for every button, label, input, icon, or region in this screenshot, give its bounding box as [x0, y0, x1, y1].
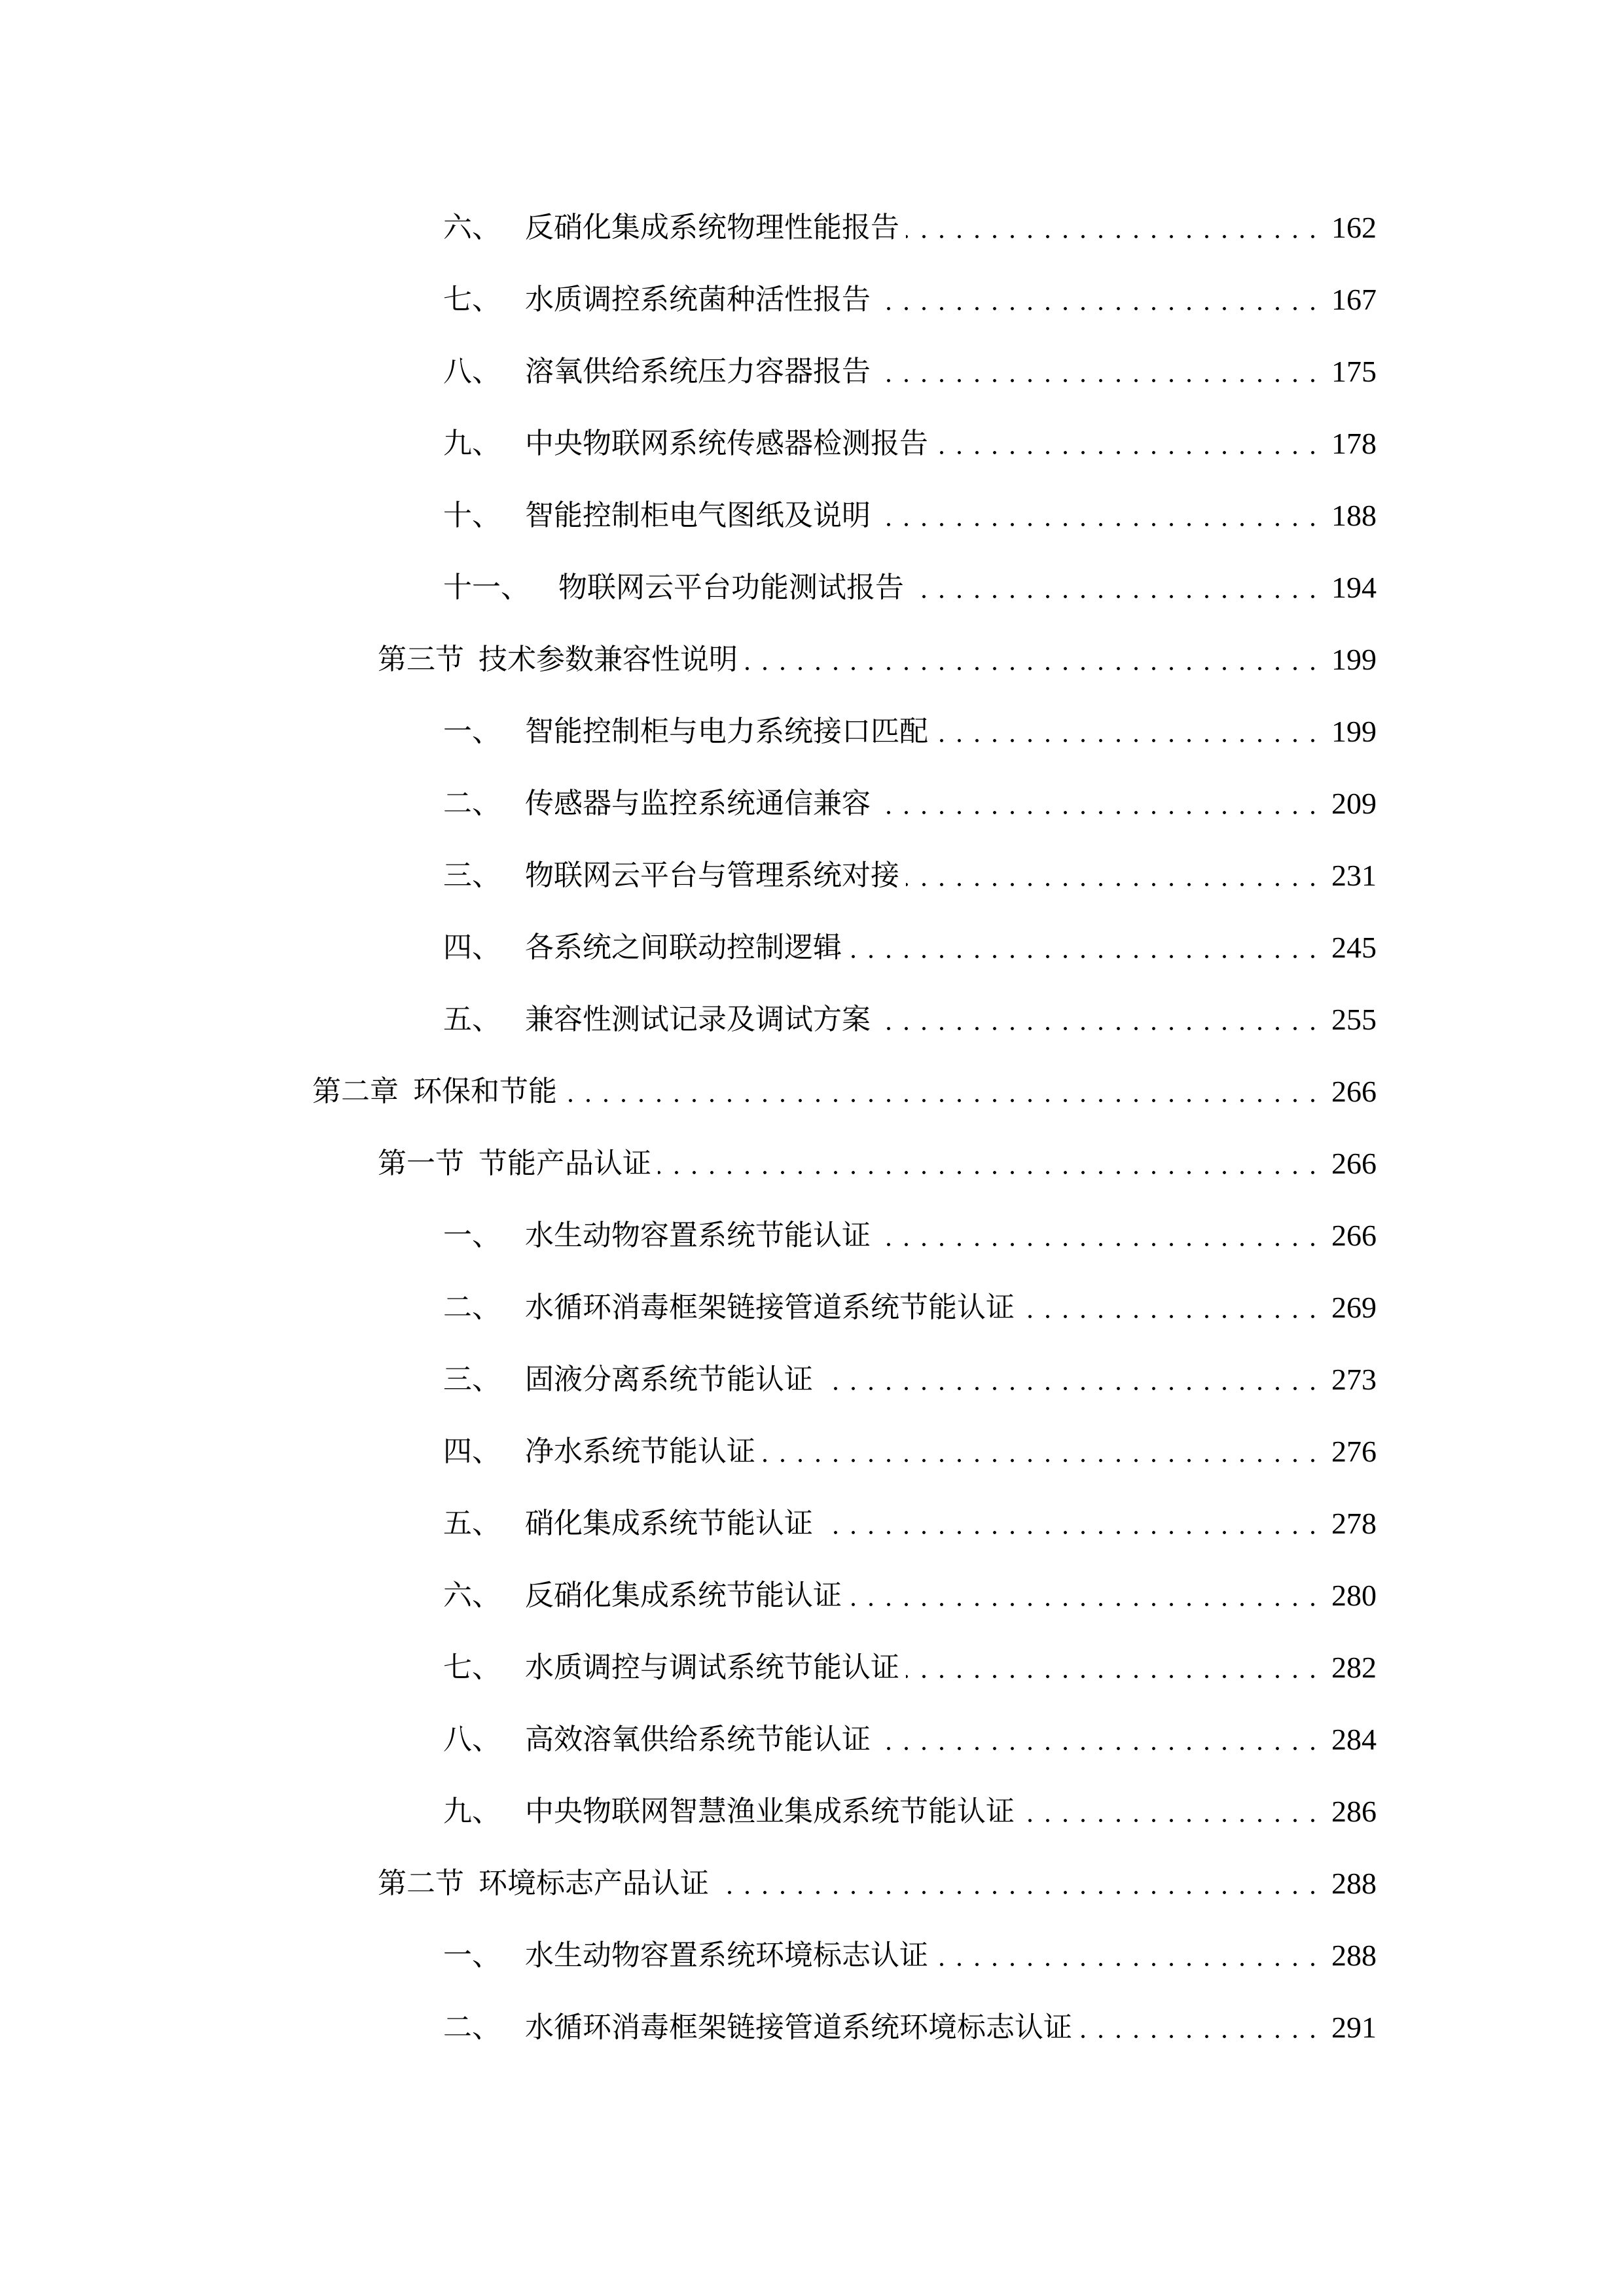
toc-entry-number: 九、: [443, 1795, 501, 1828]
dot-leader: [877, 1200, 1322, 1272]
dot-leader: [762, 1416, 1322, 1488]
toc-entry-number: 三、: [443, 859, 501, 892]
toc-entry-page: 280: [1331, 1579, 1377, 1612]
toc-section-entry[interactable]: [0, 624, 1624, 696]
toc-entry-page: 194: [1331, 571, 1377, 604]
toc-entry-title: 反硝化集成系统物理性能报告: [525, 211, 899, 244]
toc-entry[interactable]: [0, 1992, 1624, 2064]
toc-entry[interactable]: [0, 264, 1624, 336]
toc-entry-title: 物联网云平台功能测试报告: [558, 571, 904, 604]
toc-entry[interactable]: [0, 1272, 1624, 1344]
toc-entry-title: 水循环消毒框架链接管道系统环境标志认证: [525, 2011, 1072, 2044]
dot-leader: [877, 336, 1322, 408]
toc-entry-title: 技术参数兼容性说明: [478, 643, 738, 676]
toc-entry[interactable]: [0, 1416, 1624, 1488]
toc-entry[interactable]: [0, 1632, 1624, 1704]
toc-entry-page: 199: [1331, 715, 1377, 748]
toc-entry-number: 九、: [443, 427, 501, 460]
toc-entry-number: 五、: [443, 1003, 501, 1036]
toc-entry[interactable]: [0, 408, 1624, 480]
toc-section-entry[interactable]: [0, 1128, 1624, 1200]
dot-leader: [935, 408, 1322, 480]
toc-entry-number: 六、: [443, 211, 501, 244]
toc-entry-number: 第二章: [312, 1075, 399, 1108]
dot-leader: [1021, 1272, 1322, 1344]
toc-entry-page: 278: [1331, 1507, 1377, 1540]
toc-entry-title: 水循环消毒框架链接管道系统节能认证: [525, 1291, 1015, 1324]
toc-entry[interactable]: [0, 840, 1624, 912]
toc-entry-page: 245: [1331, 931, 1377, 964]
toc-entry-title: 中央物联网智慧渔业集成系统节能认证: [525, 1795, 1015, 1828]
dot-leader: [744, 624, 1322, 696]
toc-entry-page: 286: [1331, 1795, 1377, 1828]
toc-entry-page: 231: [1331, 859, 1377, 892]
toc-entry-number: 二、: [443, 787, 501, 820]
toc-entry-number: 四、: [443, 931, 501, 964]
toc-entry-title: 溶氧供给系统压力容器报告: [525, 355, 871, 388]
toc-entry-title: 水质调控系统菌种活性报告: [525, 283, 871, 316]
toc-entry-title: 传感器与监控系统通信兼容: [525, 787, 871, 820]
toc-entry-title: 硝化集成系统节能认证: [525, 1507, 813, 1540]
toc-entry-page: 162: [1331, 211, 1377, 244]
toc-chapter-entry[interactable]: [0, 1056, 1624, 1128]
dot-leader: [877, 480, 1322, 552]
toc-entry-page: 288: [1331, 1867, 1377, 1900]
toc-entry-number: 十、: [443, 499, 501, 532]
toc-entry-title: 固液分离系统节能认证: [525, 1363, 813, 1396]
toc-entry-number: 一、: [443, 1939, 501, 1972]
toc-entry[interactable]: [0, 1344, 1624, 1416]
toc-entry[interactable]: [0, 480, 1624, 552]
toc-entry-title: 节能产品认证: [478, 1147, 651, 1180]
toc-entry[interactable]: [0, 984, 1624, 1056]
dot-leader: [848, 912, 1322, 984]
toc-entry-page: 266: [1331, 1075, 1377, 1108]
toc-entry-number: 第二节: [378, 1867, 464, 1900]
toc-entry-title: 智能控制柜与电力系统接口匹配: [525, 715, 928, 748]
toc-entry-page: 175: [1331, 355, 1377, 388]
toc-entry-number: 十一、: [443, 571, 530, 604]
toc-entry-page: 282: [1331, 1651, 1377, 1684]
toc-entry-title: 净水系统节能认证: [525, 1435, 755, 1468]
toc-entry-title: 兼容性测试记录及调试方案: [525, 1003, 871, 1036]
toc-entry-number: 七、: [443, 283, 501, 316]
toc-entry-page: 188: [1331, 499, 1377, 532]
dot-leader: [935, 696, 1322, 768]
toc-entry-title: 物联网云平台与管理系统对接: [525, 859, 899, 892]
toc-entry-page: 167: [1331, 283, 1377, 316]
toc-entry-number: 一、: [443, 1219, 501, 1252]
toc-entry[interactable]: [0, 1200, 1624, 1272]
toc-entry-title: 环境标志产品认证: [478, 1867, 709, 1900]
toc-entry-title: 高效溶氧供给系统节能认证: [525, 1723, 871, 1756]
toc-entry[interactable]: [0, 192, 1624, 264]
toc-section-entry[interactable]: [0, 1848, 1624, 1920]
toc-entry[interactable]: [0, 552, 1624, 624]
toc-entry[interactable]: [0, 696, 1624, 768]
toc-entry-page: 178: [1331, 427, 1377, 460]
toc-entry-page: 273: [1331, 1363, 1377, 1396]
dot-leader: [877, 984, 1322, 1056]
toc-entry-title: 水质调控与调试系统节能认证: [525, 1651, 899, 1684]
toc-entry-number: 二、: [443, 1291, 501, 1324]
dot-leader: [906, 192, 1322, 264]
dot-leader: [877, 768, 1322, 840]
toc-entry-number: 三、: [443, 1363, 501, 1396]
toc-entry-page: 266: [1331, 1147, 1377, 1180]
dot-leader: [911, 552, 1322, 624]
toc-entry-number: 五、: [443, 1507, 501, 1540]
toc-entry-title: 智能控制柜电气图纸及说明: [525, 499, 871, 532]
toc-entry[interactable]: [0, 1920, 1624, 1992]
dot-leader: [820, 1488, 1322, 1560]
toc-entry[interactable]: [0, 912, 1624, 984]
toc-entry[interactable]: [0, 768, 1624, 840]
dot-leader: [877, 1704, 1322, 1776]
toc-entry-page: 269: [1331, 1291, 1377, 1324]
toc-entry-title: 反硝化集成系统节能认证: [525, 1579, 842, 1612]
dot-leader: [848, 1560, 1322, 1632]
toc-entry-page: 276: [1331, 1435, 1377, 1468]
toc-entry-number: 六、: [443, 1579, 501, 1612]
toc-entry-title: 水生动物容置系统环境标志认证: [525, 1939, 928, 1972]
toc-entry-page: 288: [1331, 1939, 1377, 1972]
toc-entry-number: 四、: [443, 1435, 501, 1468]
dot-leader: [1021, 1776, 1322, 1848]
dot-leader: [1079, 1992, 1322, 2064]
toc-entry-title: 水生动物容置系统节能认证: [525, 1219, 871, 1252]
dot-leader: [906, 840, 1322, 912]
toc-entry-number: 八、: [443, 355, 501, 388]
toc-entry-page: 255: [1331, 1003, 1377, 1036]
toc-entry-page: 199: [1331, 643, 1377, 676]
toc-entry-title: 各系统之间联动控制逻辑: [525, 931, 842, 964]
dot-leader: [877, 264, 1322, 336]
toc-entry[interactable]: [0, 1776, 1624, 1848]
dot-leader: [715, 1848, 1322, 1920]
toc-entry-number: 第三节: [378, 643, 464, 676]
dot-leader: [658, 1128, 1322, 1200]
toc-entry-number: 二、: [443, 2011, 501, 2044]
toc-entry[interactable]: [0, 1560, 1624, 1632]
toc-entry-number: 一、: [443, 715, 501, 748]
toc-entry-page: 209: [1331, 787, 1377, 820]
toc-entry-title: 中央物联网系统传感器检测报告: [525, 427, 928, 460]
toc-entry[interactable]: [0, 1488, 1624, 1560]
dot-leader: [820, 1344, 1322, 1416]
toc-entry-number: 第一节: [378, 1147, 464, 1180]
dot-leader: [935, 1920, 1322, 1992]
toc-entry-page: 284: [1331, 1723, 1377, 1756]
toc-entry[interactable]: [0, 1704, 1624, 1776]
dot-leader: [564, 1056, 1322, 1128]
toc-entry-page: 266: [1331, 1219, 1377, 1252]
dot-leader: [906, 1632, 1322, 1704]
toc-entry-number: 八、: [443, 1723, 501, 1756]
toc-entry[interactable]: [0, 336, 1624, 408]
toc-entry-title: 环保和节能: [413, 1075, 557, 1108]
toc-entry-number: 七、: [443, 1651, 501, 1684]
toc-entry-page: 291: [1331, 2011, 1377, 2044]
